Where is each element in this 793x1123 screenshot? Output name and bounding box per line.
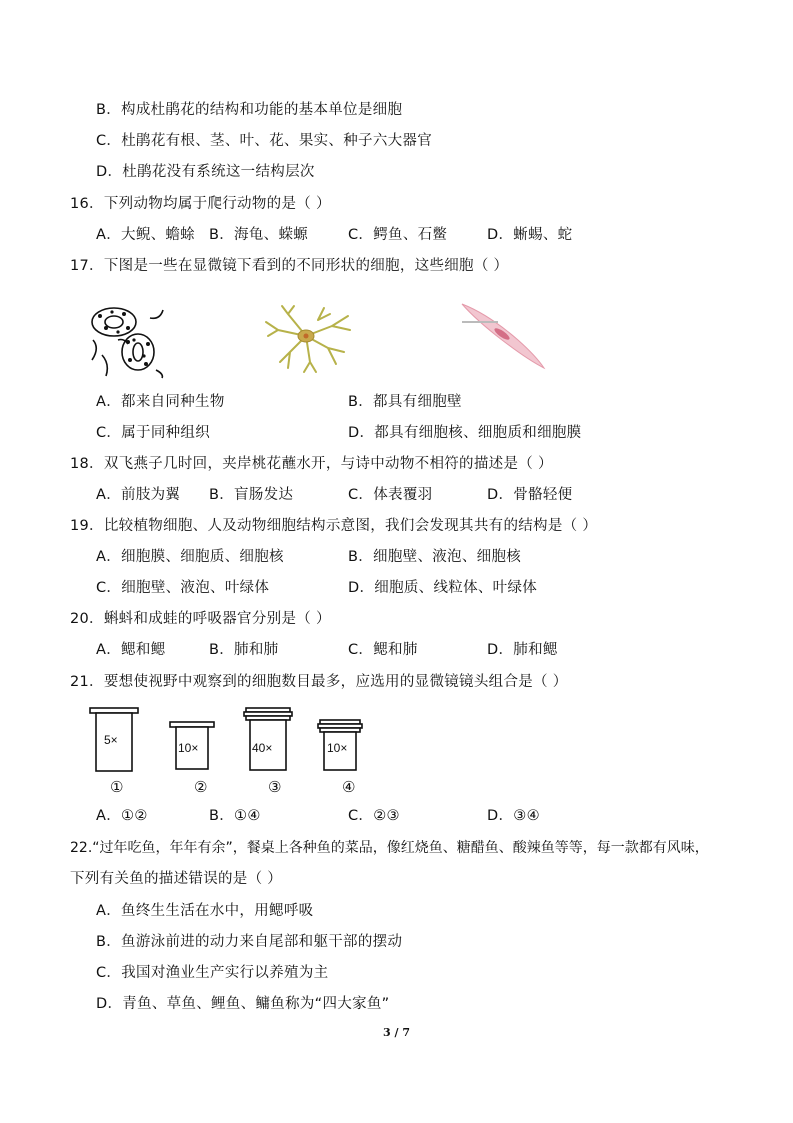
q21-stem: 21．要想使视野中观察到的细胞数目最多，应选用的显微镜镜头组合是（ ） bbox=[70, 674, 568, 690]
q20-option-a: A．鳃和鳃 bbox=[96, 642, 166, 658]
q16-option-b: B．海龟、蝾螈 bbox=[209, 227, 309, 243]
q19-option-c: C．细胞壁、液泡、叶绿体 bbox=[96, 580, 270, 596]
q21-option-b: B．①④ bbox=[209, 808, 261, 824]
muscle-cell-figure bbox=[458, 300, 548, 370]
q15-option-b: B．构成杜鹃花的结构和功能的基本单位是细胞 bbox=[96, 102, 403, 118]
q19-stem: 19．比较植物细胞、人及动物细胞结构示意图，我们会发现其共有的结构是（ ） bbox=[70, 518, 598, 534]
lens-4-magnification: 10× bbox=[327, 741, 348, 755]
q16-stem: 16．下列动物均属于爬行动物的是（ ） bbox=[70, 196, 331, 212]
lens-3-label: ③ bbox=[268, 778, 282, 796]
guard-cells-figure bbox=[88, 300, 168, 380]
q19-option-b: B．细胞壁、液泡、细胞核 bbox=[348, 549, 522, 565]
q15-option-c: C．杜鹃花有根、茎、叶、花、果实、种子六大器官 bbox=[96, 133, 433, 149]
q19-option-d: D．细胞质、线粒体、叶绿体 bbox=[348, 580, 538, 596]
lens-figures bbox=[88, 706, 368, 774]
q21-option-d: D．③④ bbox=[487, 808, 540, 824]
q18-option-b: B．盲肠发达 bbox=[209, 487, 294, 503]
q16-option-d: D．蜥蜴、蛇 bbox=[487, 227, 573, 243]
q16-option-c: C．鳄鱼、石鳖 bbox=[348, 227, 448, 243]
q17-option-a: A．都来自同种生物 bbox=[96, 394, 225, 410]
q17-option-c: C．属于同种组织 bbox=[96, 425, 211, 441]
q16-option-a: A．大鲵、蟾蜍 bbox=[96, 227, 196, 243]
q22-stem-line-1: 22.“过年吃鱼，年年有余”，餐桌上各种鱼的菜品，像红烧鱼、糖醋鱼、酸辣鱼等等，每一款都有风味， bbox=[70, 840, 709, 856]
q21-option-c: C．②③ bbox=[348, 808, 400, 824]
q18-option-c: C．体表覆羽 bbox=[348, 487, 433, 503]
q15-option-d: D．杜鹃花没有系统这一结构层次 bbox=[96, 164, 315, 180]
lens-4-label: ④ bbox=[342, 778, 356, 796]
lens-2-magnification: 10× bbox=[178, 741, 199, 755]
neuron-figure bbox=[258, 300, 358, 374]
lens-1-magnification: 5× bbox=[104, 733, 118, 747]
q18-stem: 18．双飞燕子几时回，夹岸桃花蘸水开，与诗中动物不相符的描述是（ ） bbox=[70, 456, 553, 472]
q17-stem: 17．下图是一些在显微镜下看到的不同形状的细胞，这些细胞（ ） bbox=[70, 258, 509, 274]
q22-option-b: B．鱼游泳前进的动力来自尾部和躯干部的摆动 bbox=[96, 934, 403, 950]
q22-stem-line-2: 下列有关鱼的描述错误的是（ ） bbox=[70, 871, 283, 887]
lens-2-label: ② bbox=[194, 778, 208, 796]
q22-option-c: C．我国对渔业生产实行以养殖为主 bbox=[96, 965, 329, 981]
page-number: 3 / 7 bbox=[383, 1026, 410, 1039]
q22-option-a: A．鱼终生生活在水中，用鳃呼吸 bbox=[96, 903, 314, 919]
q20-option-c: C．鳃和肺 bbox=[348, 642, 418, 658]
q17-option-d: D．都具有细胞核、细胞质和细胞膜 bbox=[348, 425, 582, 441]
lens-1-label: ① bbox=[110, 778, 124, 796]
q20-stem: 20．蝌蚪和成蛙的呼吸器官分别是（ ） bbox=[70, 611, 331, 627]
q18-option-a: A．前肢为翼 bbox=[96, 487, 181, 503]
q21-option-a: A．①② bbox=[96, 808, 148, 824]
q20-option-d: D．肺和鳃 bbox=[487, 642, 558, 658]
q20-option-b: B．肺和肺 bbox=[209, 642, 279, 658]
lens-3-magnification: 40× bbox=[252, 741, 273, 755]
q17-option-b: B．都具有细胞壁 bbox=[348, 394, 462, 410]
q22-option-d: D．青鱼、草鱼、鲤鱼、鳙鱼称为“四大家鱼” bbox=[96, 996, 390, 1012]
q19-option-a: A．细胞膜、细胞质、细胞核 bbox=[96, 549, 284, 565]
q18-option-d: D．骨骼轻便 bbox=[487, 487, 573, 503]
